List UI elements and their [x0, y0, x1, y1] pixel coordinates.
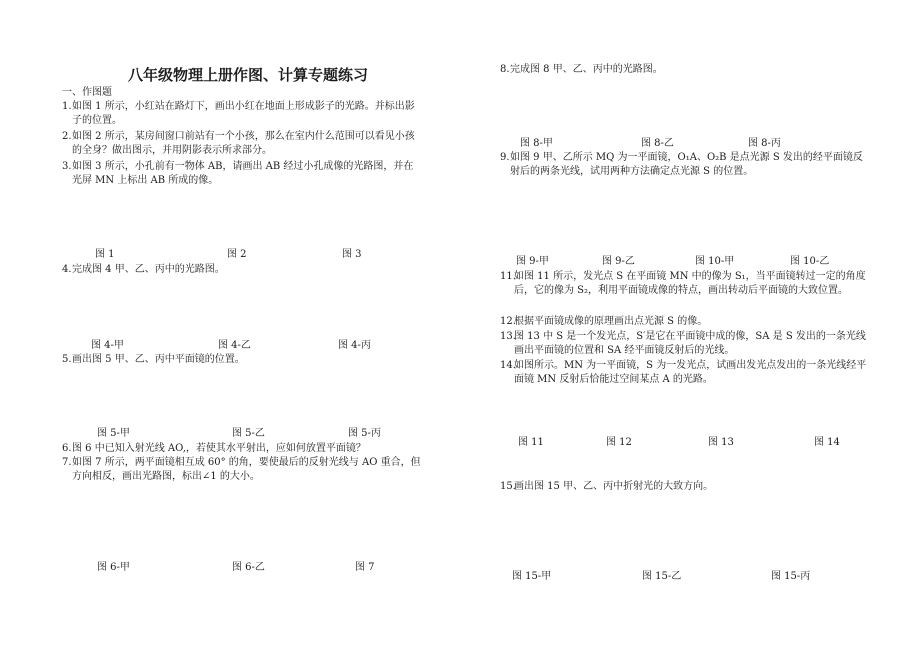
- question-15: [500, 480, 870, 494]
- figure-caption: 图 6-甲: [97, 562, 130, 573]
- question-9: [500, 151, 870, 179]
- question-text: 图 13 中 S 是一个发光点，S′是它在平面镜中成的像，SA 是 S 发出的一条光线画出平面镜的位置和 SA 经平面镜反射后的光线。: [514, 331, 866, 356]
- question-number: 3.: [62, 161, 72, 172]
- question-4: [62, 263, 422, 277]
- question-number: 4.: [62, 264, 72, 275]
- question-text: 画出图 5 甲、乙、丙中平面镜的位置。: [72, 354, 245, 365]
- figure-caption: 图 2: [227, 249, 247, 260]
- question-text: 如图 3 所示，小孔前有一物体 AB，请画出 AB 经过小孔成像的光路图，并在光屏 MN 上标出 AB 所成的像。: [72, 161, 414, 186]
- question-text: 如图 1 所示，小红站在路灯下，画出小红在地面上形成影子的光路。并标出影子的位置。: [72, 101, 415, 126]
- section-heading: 一、作图题: [62, 87, 112, 98]
- question-number: 6.: [62, 443, 72, 454]
- figure-caption: 图 5-丙: [348, 428, 381, 439]
- question-text: 图 6 中已知入射光线 AO,，若使其水平射出，应如何放置平面镜？: [72, 443, 366, 454]
- question-2: [62, 130, 422, 158]
- question-14: [500, 359, 870, 387]
- question-text: 如图 7 所示，两平面镜相互成 60° 的角，要使最后的反射光线与 AO 重合，但方向相反，画出光路图，标出∠1 的大小。: [72, 457, 421, 482]
- figure-caption: 图 7: [355, 562, 375, 573]
- question-1: [62, 100, 422, 128]
- question-8: [500, 63, 870, 77]
- question-text: 画出图 15 甲、乙、丙中折射光的大致方向。: [514, 481, 714, 492]
- figure-caption: 图 15-甲: [512, 571, 552, 582]
- question-5: [62, 353, 422, 367]
- figure-caption: 图 5-乙: [232, 428, 265, 439]
- figure-caption: 图 14: [814, 437, 840, 448]
- question-text: 根据平面镜成像的原理画出点光源 S 的像。: [514, 316, 708, 327]
- question-text: 完成图 4 甲、乙、丙中的光路图。: [72, 264, 225, 275]
- question-number: 13.: [500, 331, 516, 342]
- question-number: 8.: [500, 64, 510, 75]
- figure-caption: 图 3: [342, 249, 362, 260]
- question-text: 如图所示。MN 为一平面镜，S 为一发光点，试画出发光点发出的一条光线经平面镜 MN 反射后恰能过空间某点 A 的光路。: [514, 360, 867, 385]
- question-7: [62, 456, 422, 484]
- page-title: 八年级物理上册作图、计算专题练习: [128, 66, 369, 84]
- figure-caption: 图 10-甲: [695, 256, 735, 267]
- figure-caption: 图 8-甲: [520, 138, 553, 149]
- question-12: [500, 315, 870, 329]
- figure-caption: 图 8-乙: [641, 138, 674, 149]
- question-13: [500, 330, 870, 358]
- question-number: 12.: [500, 316, 516, 327]
- figure-caption: 图 15-乙: [642, 571, 682, 582]
- question-text: 如图 9 甲、乙所示 MQ 为一平面镜，O₁A、O₂B 是点光源 S 发出的经平面镜反射后的两条光线，试用两种方法确定点光源 S 的位置。: [510, 152, 863, 177]
- question-number: 14.: [500, 360, 516, 371]
- question-11: [500, 270, 870, 298]
- question-number: 1.: [62, 101, 72, 112]
- figure-caption: 图 13: [708, 437, 734, 448]
- question-number: 15.: [500, 481, 516, 492]
- figure-caption: 图 4-乙: [218, 340, 251, 351]
- question-number: 2.: [62, 131, 72, 142]
- figure-caption: 图 10-乙: [790, 256, 830, 267]
- question-text: 如图 2 所示，某房间窗口前站有一个小孩，那么在室内什么范围可以看见小孩的全身？做出图示，并用阴影表示所求部分。: [72, 131, 415, 156]
- figure-caption: 图 1: [95, 249, 115, 260]
- question-number: 7.: [62, 457, 72, 468]
- figure-caption: 图 5-甲: [97, 428, 130, 439]
- question-text: 如图 11 所示，发光点 S 在平面镜 MN 中的像为 S₁，当平面镜转过一定的角度后，它的像为 S₂，利用平面镜成像的特点，画出转动后平面镜的大致位置。: [514, 271, 866, 296]
- figure-caption: 图 15-丙: [771, 571, 811, 582]
- figure-caption: 图 9-乙: [602, 256, 635, 267]
- question-text: 完成图 8 甲、乙、丙中的光路图。: [510, 64, 663, 75]
- question-3: [62, 160, 422, 188]
- figure-caption: 图 4-甲: [91, 340, 124, 351]
- figure-caption: 图 12: [606, 437, 632, 448]
- figure-caption: 图 8-丙: [748, 138, 781, 149]
- figure-caption: 图 11: [518, 437, 544, 448]
- figure-caption: 图 4-丙: [338, 340, 371, 351]
- question-6: [62, 442, 422, 456]
- figure-caption: 图 6-乙: [232, 562, 265, 573]
- figure-caption: 图 9-甲: [516, 256, 549, 267]
- question-number: 11.: [500, 271, 516, 282]
- question-number: 5.: [62, 354, 72, 365]
- question-number: 9.: [500, 152, 510, 163]
